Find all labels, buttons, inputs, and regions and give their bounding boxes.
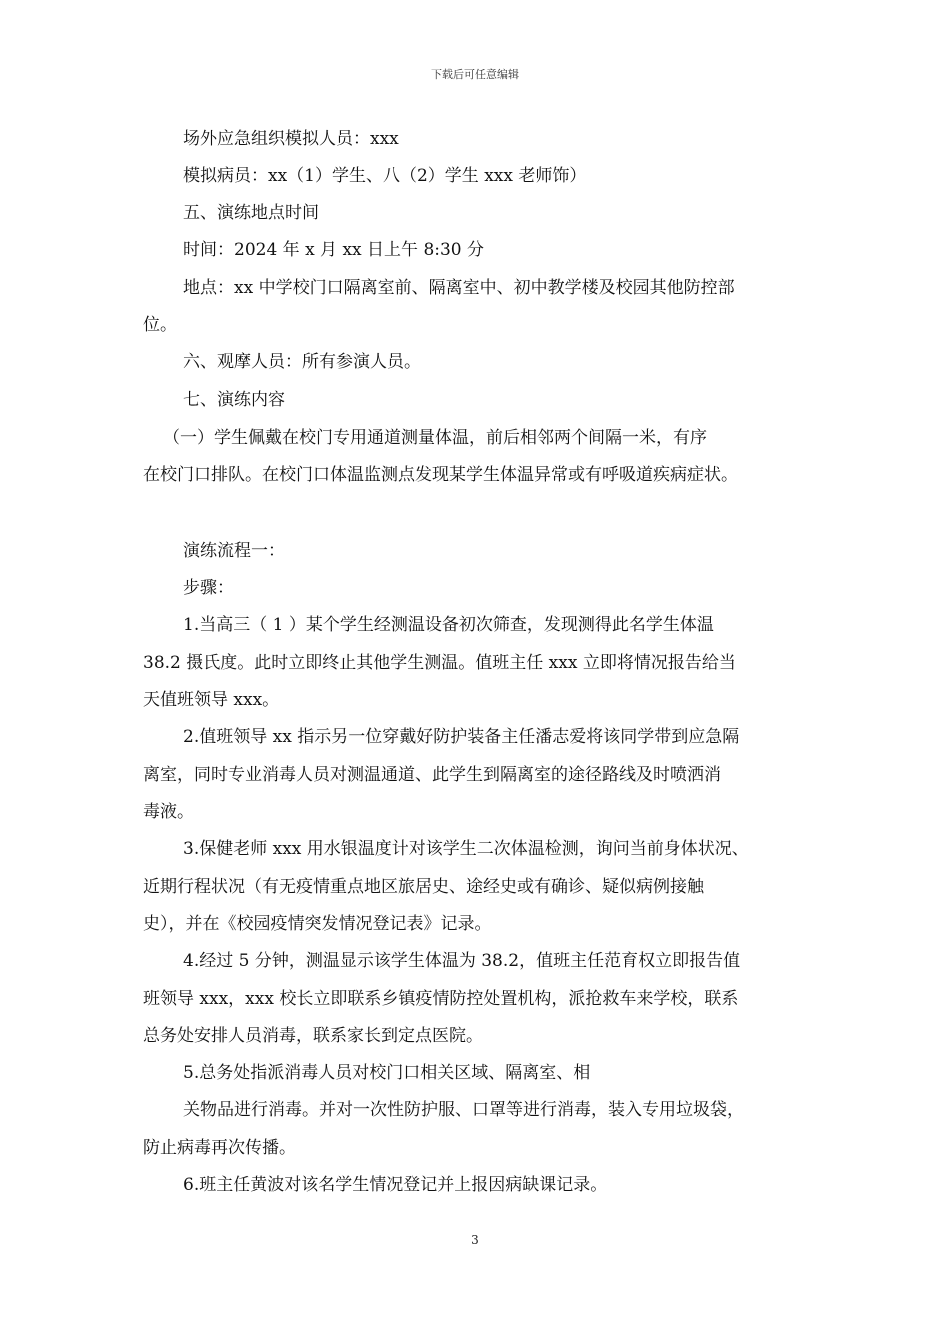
step-item: 3.保健老师 xxx 用水银温度计对该学生二次体温检测，询问当前身体状况、 [183, 839, 749, 859]
page-header-note: 下载后可任意编辑 [431, 68, 519, 81]
section-heading: 五、演练地点时间 [183, 203, 319, 223]
text-line: 模拟病员：xx（1）学生、八（2）学生 xxx 老师饰） [183, 166, 587, 186]
text-line: 总务处安排人员消毒，联系家长到定点医院。 [143, 1026, 483, 1046]
text-line: 防止病毒再次传播。 [143, 1138, 296, 1158]
page-number: 3 [471, 1233, 479, 1247]
step-item: 2.值班领导 xx 指示另一位穿戴好防护装备主任潘志爱将该同学带到应急隔 [183, 727, 740, 747]
text-line: 时间：2024 年 x 月 xx 日上午 8:30 分 [183, 240, 485, 260]
text-line: 在校门口排队。在校门口体温监测点发现某学生体温异常或有呼吸道疾病症状。 [143, 465, 738, 485]
text-line: 步骤： [183, 578, 234, 598]
text-line: 关物品进行消毒。并对一次性防护服、口罩等进行消毒，装入专用垃圾袋， [183, 1100, 744, 1120]
text-line: 毒液。 [143, 802, 194, 822]
step-item: 1.当高三（ 1 ）某个学生经测温设备初次筛查，发现测得此名学生体温 [183, 615, 714, 635]
text-line: 天值班领导 xxx。 [143, 690, 280, 710]
text-line: 地点：xx 中学校门口隔离室前、隔离室中、初中教学楼及校园其他防控部 [183, 278, 735, 298]
text-line: 史），并在《校园疫情突发情况登记表》记录。 [143, 914, 492, 934]
text-line: 班领导 xxx，xxx 校长立即联系乡镇疫情防控处置机构，派抢救车来学校，联系 [143, 989, 739, 1009]
text-line: 位。 [143, 315, 177, 335]
section-heading: 七、演练内容 [183, 390, 285, 410]
text-line: 场外应急组织模拟人员：xxx [183, 129, 399, 149]
step-item: 6.班主任黄波对该名学生情况登记并上报因病缺课记录。 [183, 1175, 608, 1195]
step-item: 5.总务处指派消毒人员对校门口相关区域、隔离室、相 [183, 1063, 591, 1083]
text-line: 近期行程状况（有无疫情重点地区旅居史、途经史或有确诊、疑似病例接触 [143, 877, 704, 897]
text-line: （一）学生佩戴在校门专用通道测量体温，前后相邻两个间隔一米，有序 [163, 428, 707, 448]
text-line: 38.2 摄氏度。此时立即终止其他学生测温。值班主任 xxx 立即将情况报告给当 [143, 653, 736, 673]
section-heading: 六、观摩人员：所有参演人员。 [183, 352, 421, 372]
section-heading: 演练流程一： [183, 541, 285, 561]
step-item: 4.经过 5 分钟，测温显示该学生体温为 38.2，值班主任范育权立即报告值 [183, 951, 741, 971]
text-line: 离室，同时专业消毒人员对测温通道、此学生到隔离室的途径路线及时喷洒消 [143, 765, 721, 785]
